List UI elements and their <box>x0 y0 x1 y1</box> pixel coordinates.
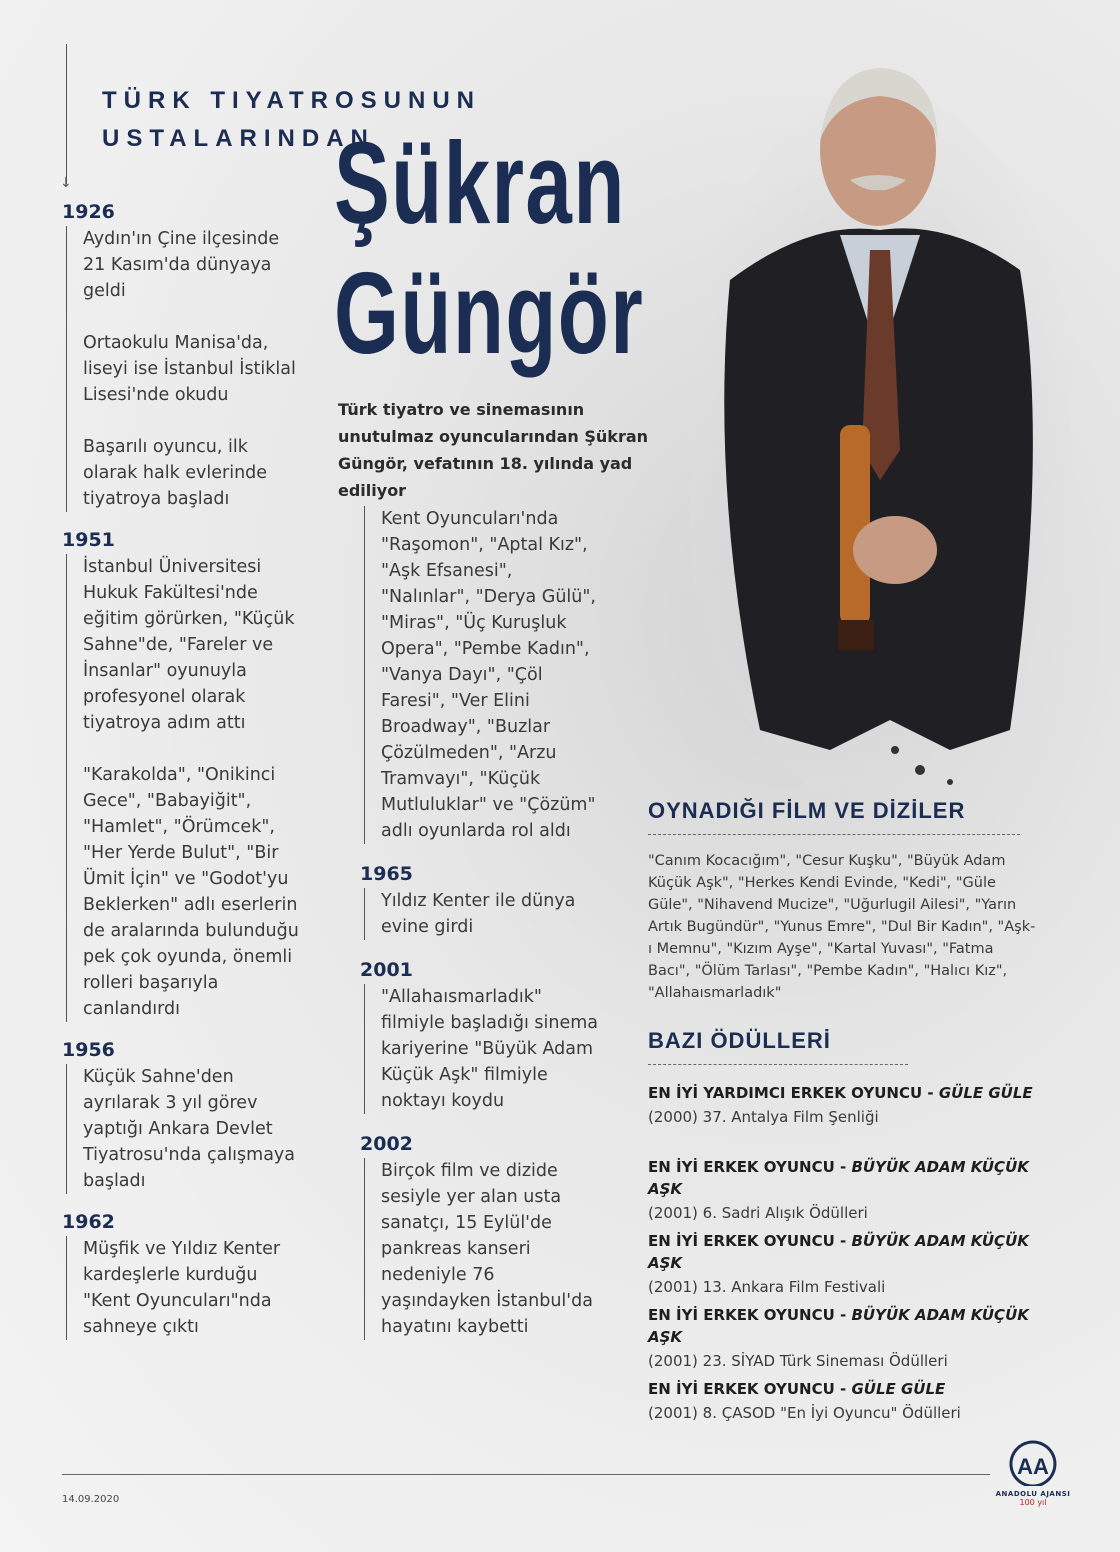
award-film: BÜYÜK ADAM KÜÇÜK AŞK <box>648 1306 1029 1346</box>
logo-name: ANADOLU AJANSI <box>995 1490 1071 1498</box>
timeline-year: 2002 <box>360 1133 413 1155</box>
publish-date: 14.09.2020 <box>62 1494 120 1505</box>
timeline-text: Kent Oyuncuları'nda "Raşomon", "Aptal Kız", "Aşk Efsanesi", "Nalınlar", "Derya Gülü", "Miras", "Üç Kuruşluk Opera", "Pembe Kadın", "Vanya Dayı", "Çöl Faresi", "Ver Elini Broadway", "Buzlar Çözülmeden", "Arzu Tramvayı", "Küçük Mutluluklar" ve "Çözüm" adlı oyunlarda rol aldı <box>381 509 596 841</box>
timeline-text: Küçük Sahne'den ayrılarak 3 yıl görev yaptığı Ankara Devlet Tiyatrosu'nda çalışmaya başladı <box>83 1067 296 1191</box>
award-source: (2001) 6. Sadri Alışık Ödülleri <box>648 1204 868 1222</box>
award-film: BÜYÜK ADAM KÜÇÜK AŞK <box>648 1232 1029 1272</box>
timeline-middle <box>360 506 600 1340</box>
timeline-text: Aydın'ın Çine ilçesinde 21 Kasım'da dünyaya geldi <box>83 229 280 301</box>
timeline-year: 2001 <box>360 959 413 981</box>
award-source: (2001) 8. ÇASOD "En İyi Oyuncu" Ödülleri <box>648 1404 961 1422</box>
films-title: OYNADIĞI FİLM VE DİZİLER <box>648 798 966 823</box>
timeline-entry <box>360 1132 600 1340</box>
awards-title: BAZI ÖDÜLLERİ <box>648 1028 831 1053</box>
timeline-text: Başarılı oyuncu, ilk olarak halk evlerinde tiyatroya başladı <box>83 437 268 509</box>
award-source: (2001) 23. SİYAD Türk Sineması Ödülleri <box>648 1352 948 1370</box>
awards-divider <box>648 1064 908 1065</box>
award-item <box>648 1156 1068 1226</box>
lead-text: Türk tiyatro ve sinemasının unutulmaz oyuncularından Şükran Güngör, vefatının 18. yılında yad ediliyor <box>338 400 649 500</box>
award-category: EN İYİ ERKEK OYUNCU - <box>648 1306 847 1324</box>
award-source: (2001) 13. Ankara Film Festivali <box>648 1278 886 1296</box>
tagline-line-2: USTALARINDAN <box>102 125 375 152</box>
timeline-entry <box>62 1210 302 1340</box>
timeline-text: Müşfik ve Yıldız Kenter kardeşlerle kurduğu "Kent Oyuncuları"nda sahneye çıktı <box>83 1239 281 1337</box>
title-last-name: Güngör <box>334 248 645 378</box>
timeline-text: Birçok film ve dizide sesiyle yer alan usta sanatçı, 15 Eylül'de pankreas kanseri nedeniyle 76 yaşındayken İstanbul'da hayatını kaybetti <box>381 1161 593 1337</box>
award-category: EN İYİ ERKEK OYUNCU - <box>648 1158 847 1176</box>
award-film: BÜYÜK ADAM KÜÇÜK AŞK <box>648 1158 1029 1198</box>
timeline-entry <box>62 1038 302 1194</box>
arrow-down-icon: ↓ <box>60 175 72 191</box>
award-item <box>648 1230 1068 1300</box>
award-category: EN İYİ ERKEK OYUNCU - <box>648 1380 847 1398</box>
award-film: GÜLE GÜLE <box>938 1084 1033 1102</box>
aa-logo-icon <box>988 1438 1078 1486</box>
award-category: EN İYİ YARDIMCI ERKEK OYUNCU - <box>648 1084 934 1102</box>
timeline-text: "Allahaısmarladık" filmiyle başladığı sinema kariyerine "Büyük Adam Küçük Aşk" filmiyle noktayı koydu <box>381 987 598 1111</box>
anadolu-logo <box>988 1438 1078 1518</box>
timeline-entry <box>360 862 600 940</box>
films-list: "Canım Kocacığım", "Cesur Kuşku", "Büyük Adam Küçük Aşk", "Herkes Kendi Evinde, "Kedi", "Güle Güle", "Nihavend Mucize", "Uğurlugil Ailesi", "Yarın Artık Bugündür", "Yunus Emre", "Dul Bir Kadın", "Aşk-ı Memnu", "Kızım Ayşe", "Kartal Yuvası", "Fatma Bacı", "Ölüm Tarlası", "Pembe Kadın", "Halıcı Kız", "Allahaısmarladık" <box>648 853 1036 1001</box>
timeline-year: 1951 <box>62 529 115 551</box>
award-item <box>648 1378 1068 1426</box>
timeline-text: Ortaokulu Manisa'da, liseyi ise İstanbul İstiklal Lisesi'nde okudu <box>83 333 296 405</box>
timeline-entry <box>360 506 600 844</box>
timeline-text: "Karakolda", "Onikinci Gece", "Babayiğit", "Hamlet", "Örümcek", "Her Yerde Bulut", "Bir Ümit İçin" ve "Godot'yu Beklerken" adlı eserlerin de aralarında bulunduğu pek çok oyunda, önemli rolleri başarıyla canlandırdı <box>83 765 299 1019</box>
footer-rule <box>62 1474 990 1475</box>
timeline-year: 1956 <box>62 1039 115 1061</box>
timeline-entry <box>62 200 302 512</box>
logo-mark-text: AA <box>1017 1454 1049 1479</box>
timeline-text: İstanbul Üniversitesi Hukuk Fakültesi'nde eğitim görürken, "Küçük Sahne"de, "Fareler ve İnsanlar" oyunuyla profesyonel olarak tiyatroya adım attı <box>83 557 295 733</box>
award-category: EN İYİ ERKEK OYUNCU - <box>648 1232 847 1250</box>
award-film: GÜLE GÜLE <box>851 1380 946 1398</box>
portrait-photo <box>690 30 1070 790</box>
timeline-entry <box>360 958 600 1114</box>
timeline-entry <box>62 528 302 1022</box>
timeline-text: Yıldız Kenter ile dünya evine girdi <box>381 891 576 937</box>
timeline-left <box>62 200 302 1340</box>
timeline-year: 1926 <box>62 201 115 223</box>
logo-years: 100 yıl <box>1019 1498 1047 1507</box>
award-source: (2000) 37. Antalya Film Şenliği <box>648 1108 879 1126</box>
page-title <box>334 118 644 378</box>
films-divider <box>648 834 1020 835</box>
award-item <box>648 1082 1068 1130</box>
title-first-name: Şükran <box>334 118 626 248</box>
timeline-year: 1962 <box>62 1211 115 1233</box>
award-item <box>648 1304 1068 1374</box>
tagline-line-1: TÜRK TIYATROSUNUN <box>102 87 482 114</box>
header-rule <box>66 44 67 184</box>
timeline-year: 1965 <box>360 863 413 885</box>
